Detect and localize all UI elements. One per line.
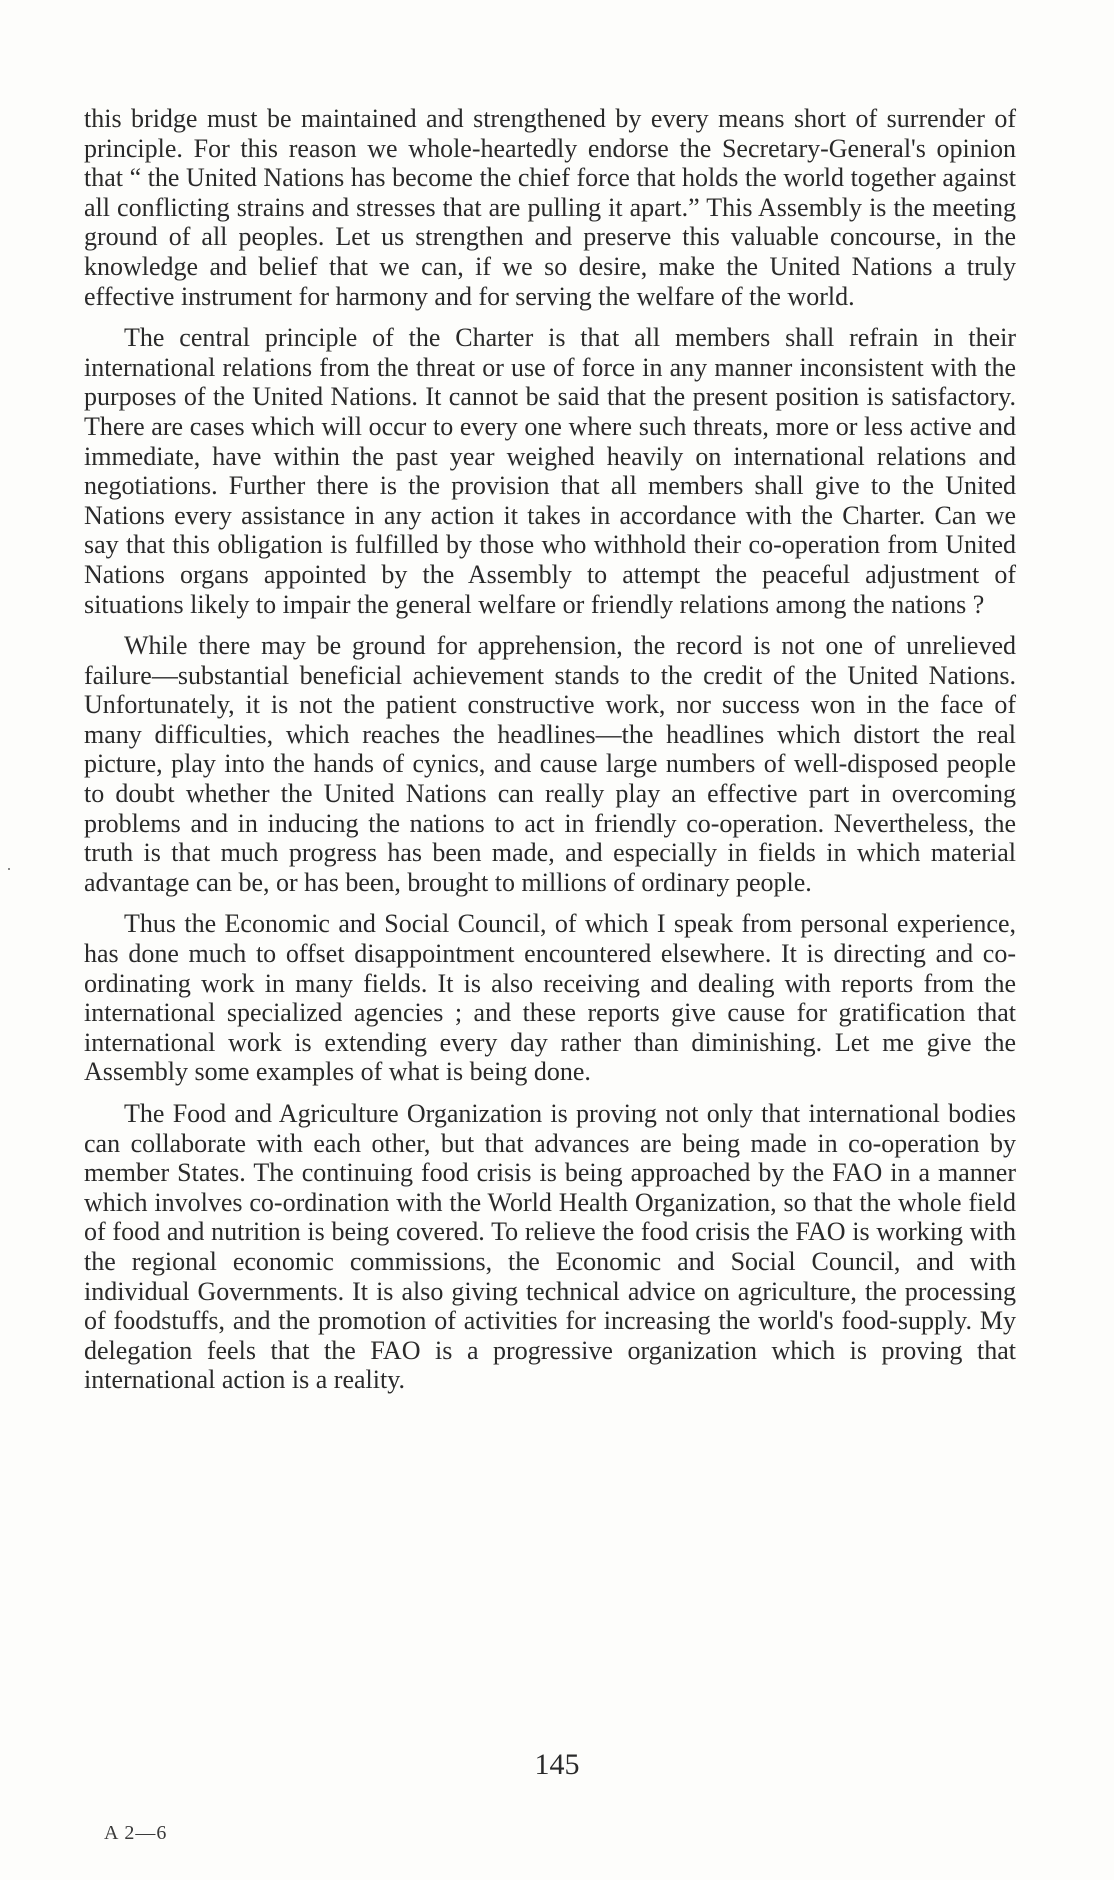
page-number: 145 bbox=[534, 1748, 580, 1781]
paragraph-1: this bridge must be maintained and strengthened by every means short of surrender of principle. For this reason we whole-heartedly endorse the Secretary-General's opinion that “ the United Nations has become the chief force that holds the world together against all conflicting strains and stresses that are pulling it apart.” This Assembly is the meeting ground of all peoples. Let us strengthen and preserve this valuable concourse, in the knowledge and belief that we can, if we so desire, make the United Nations a truly effective instrument for harmony and for serving the welfare of the world. bbox=[84, 104, 1016, 311]
signature-mark: A 2—6 bbox=[104, 1822, 168, 1844]
margin-mark bbox=[8, 868, 10, 870]
paragraph-5: The Food and Agriculture Organization is proving not only that international bodies can collaborate with each other, but that advances are being made in co-operation by member States. The continuing food crisis is being approached by the FAO in a manner which involves co-ordination with the World Health Organization, so that the whole field of food and nutrition is being covered. To relieve the food crisis the FAO is working with the regional economic commissions, the Economic and Social Council, and with individual Governments. It is also giving technical advice on agriculture, the processing of foodstuffs, and the promotion of activities for increasing the world's food-supply. My delegation feels that the FAO is a progressive organization which is proving that international action is a reality. bbox=[84, 1099, 1016, 1395]
paragraph-2: The central principle of the Charter is that all members shall refrain in their international relations from the threat or use of force in any manner inconsistent with the purposes of the United Nations. It cannot be said that the present position is satisfactory. There are cases which will occur to every one where such threats, more or less active and immediate, have within the past year weighed heavily on international relations and negotiations. Further there is the provision that all members shall give to the United Nations every assistance in any action it takes in accordance with the Charter. Can we say that this obligation is fulfilled by those who withhold their co-operation from United Nations organs appointed by the Assembly to attempt the peaceful adjustment of situations likely to impair the general welfare or friendly relations among the nations ? bbox=[84, 323, 1016, 619]
body-text bbox=[84, 104, 1016, 1407]
paragraph-3: While there may be ground for apprehension, the record is not one of unrelieved failure—substantial beneficial achievement stands to the credit of the United Nations. Unfortunately, it is not the patient constructive work, nor success won in the face of many difficulties, which reaches the headlines—the headlines which distort the real picture, play into the hands of cynics, and cause large numbers of well-disposed people to doubt whether the United Nations can really play an effective part in overcoming problems and in inducing the nations to act in friendly co-operation. Nevertheless, the truth is that much progress has been made, and especially in fields in which material advantage can be, or has been, brought to millions of ordinary people. bbox=[84, 631, 1016, 897]
paragraph-4: Thus the Economic and Social Council, of which I speak from personal experience, has done much to offset disappointment encountered elsewhere. It is directing and co-ordinating work in many fields. It is also receiving and dealing with reports from the international specialized agencies ; and these reports give cause for gratification that international work is extending every day rather than diminishing. Let me give the Assembly some examples of what is being done. bbox=[84, 909, 1016, 1087]
